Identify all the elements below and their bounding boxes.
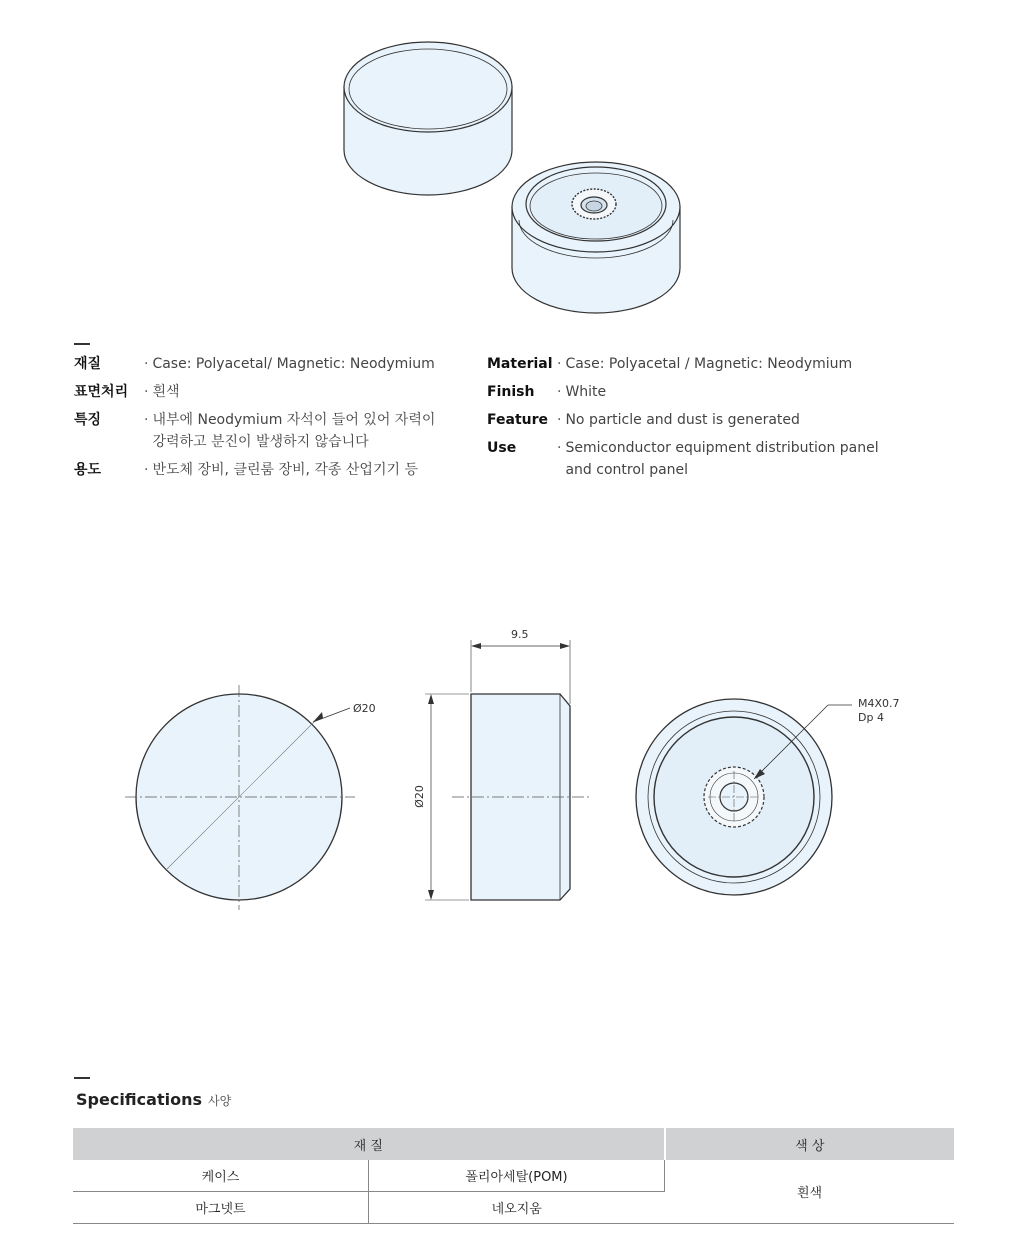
property-row [74,409,452,453]
bullet: · [557,412,562,428]
specifications-title-text: Specifications [76,1090,202,1109]
property-label: 특징 [74,412,102,428]
bullet: · [557,440,562,456]
table-cell-part: 마그넷트 [73,1192,369,1224]
table-header-row [73,1128,954,1160]
table-cell-material: 네오지움 [369,1192,665,1224]
cap-illustration-top [344,42,512,195]
bullet: · [144,412,149,428]
cap-illustration-threaded [512,162,680,313]
thread-spec [858,697,900,725]
thread-spec-line2: Dp 4 [858,711,884,724]
property-row [74,381,452,403]
side-view [425,640,592,900]
back-view [636,699,852,895]
thread-spec-line1: M4X0.7 [858,697,900,710]
bullet: · [557,384,562,400]
property-value: Semiconductor equipment distribution panel and control panel [565,440,879,478]
property-label: 재질 [74,356,102,372]
header-material: 재 질 [73,1128,665,1160]
property-row [487,381,895,403]
bullet: · [144,384,149,400]
property-value: No particle and dust is generated [565,412,800,428]
property-row [74,459,452,481]
property-value: 흰색 [152,384,180,400]
table-row [73,1160,954,1192]
table-cell-part: 케이스 [73,1160,369,1192]
property-value: 반도체 장비, 클린룸 장비, 각종 산업기기 등 [152,462,418,478]
property-value: White [565,384,607,400]
section-marker-top [74,343,90,345]
property-value: Case: Polyacetal/ Magnetic: Neodymium [152,356,435,372]
bullet: · [144,462,149,478]
dimension-diameter-front: Ø20 [353,702,376,715]
properties-korean [74,353,452,487]
property-value: 내부에 Neodymium 자석이 들어 있어 자력이 강력하고 분진이 발생하지 않습니다 [152,412,436,450]
property-label: 용도 [74,462,102,478]
properties-english [487,353,895,487]
specifications-table [73,1128,954,1224]
property-value: Case: Polyacetal / Magnetic: Neodymium [565,356,853,372]
specifications-subtitle: 사양 [207,1094,232,1108]
table-cell-material: 폴리아세탈(POM) [369,1160,665,1192]
property-row [487,409,895,431]
bullet: · [144,356,149,372]
property-label: 표면처리 [74,384,129,400]
property-label: Material [487,356,553,372]
specifications-title [76,1090,231,1109]
table-cell-color: 흰색 [665,1160,955,1224]
header-color: 색 상 [665,1128,955,1160]
property-label: Use [487,440,517,456]
property-row [487,353,895,375]
property-label: Finish [487,384,535,400]
section-marker-bottom [74,1077,90,1079]
dimension-diameter-side: Ø20 [412,785,426,808]
property-row [487,437,895,481]
front-view [125,685,355,910]
dimension-width: 9.5 [511,628,529,641]
property-label: Feature [487,412,548,428]
bullet: · [557,356,562,372]
property-row [74,353,452,375]
